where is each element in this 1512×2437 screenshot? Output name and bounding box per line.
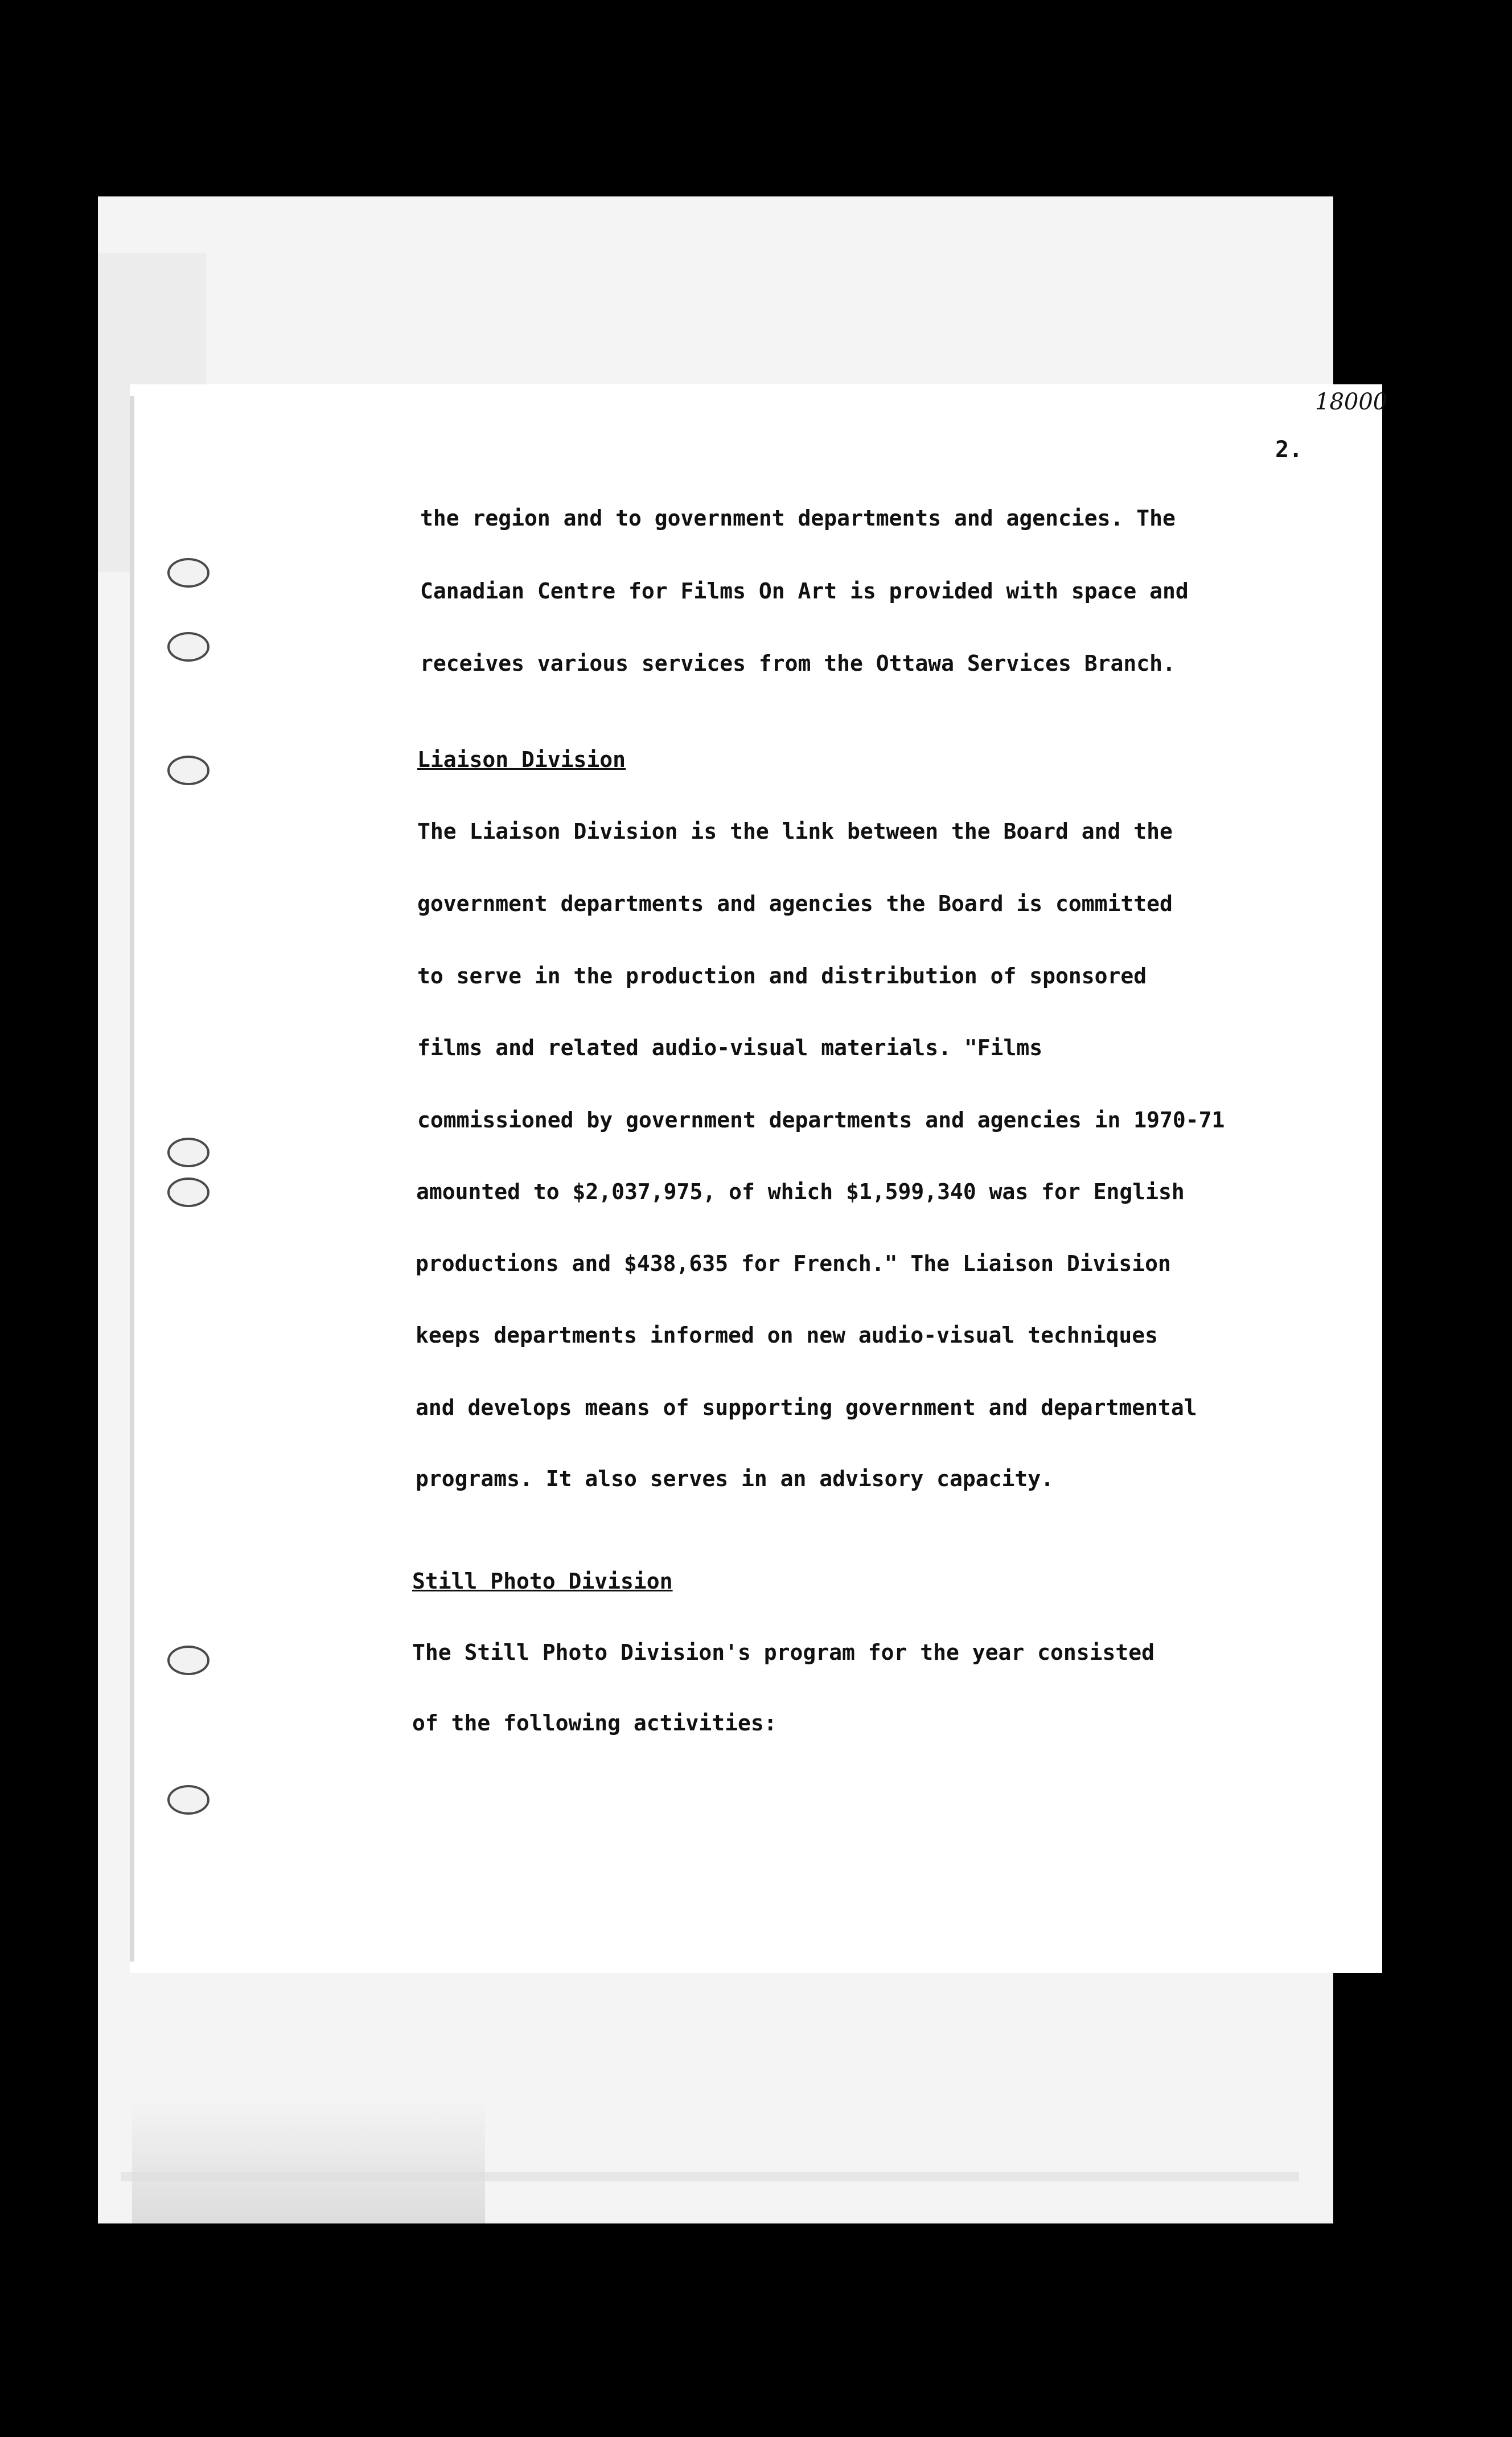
punch-hole: [167, 1178, 209, 1207]
body-line: The Liaison Division is the link between the Board and the: [417, 819, 1173, 844]
body-line: Canadian Centre for Films On Art is provided with space and: [420, 579, 1189, 604]
body-line: amounted to $2,037,975, of which $1,599,340 was for English: [416, 1179, 1185, 1204]
back-sheet-smudge: [132, 2098, 485, 2223]
body-line: programs. It also serves in an advisory capacity.: [416, 1466, 1054, 1491]
page-left-edge: [130, 396, 134, 1962]
section-heading-still-photo: Still Photo Division: [412, 1569, 673, 1594]
document-page: [130, 384, 1388, 1973]
body-line: productions and $438,635 for French." The Liaison Division: [416, 1251, 1171, 1276]
body-line: the region and to government departments and agencies. The: [420, 506, 1176, 531]
body-line: films and related audio-visual materials. "Films: [417, 1035, 1043, 1060]
handwritten-note: 18000: [1315, 389, 1388, 415]
punch-hole: [167, 1646, 209, 1675]
body-line: keeps departments informed on new audio-visual techniques: [416, 1323, 1158, 1348]
body-line: and develops means of supporting government and departmental: [416, 1395, 1197, 1420]
punch-hole: [167, 1138, 209, 1167]
body-line: to serve in the production and distribution of sponsored: [417, 963, 1147, 988]
punch-hole: [167, 558, 209, 588]
body-line: The Still Photo Division's program for the year consisted: [412, 1640, 1155, 1665]
page-number: 2.: [1275, 437, 1303, 463]
body-line: of the following activities:: [412, 1710, 777, 1736]
body-line: commissioned by government departments and agencies in 1970-71: [417, 1107, 1225, 1133]
punch-hole: [167, 1785, 209, 1815]
section-heading-liaison: Liaison Division: [417, 747, 626, 772]
body-line: government departments and agencies the Board is committed: [417, 891, 1173, 916]
punch-hole: [167, 632, 209, 662]
body-line: receives various services from the Ottawa Services Branch.: [420, 651, 1176, 676]
punch-hole: [167, 756, 209, 785]
